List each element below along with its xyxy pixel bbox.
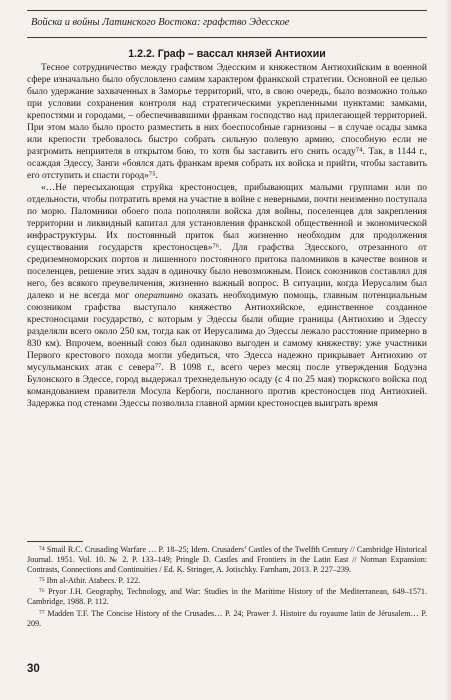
footnote-rule [27, 541, 83, 542]
body-text [27, 62, 427, 540]
running-head: Войска и войны Латинского Востока: графство Эдесское [27, 10, 427, 38]
emphasis-word: оперативно [134, 291, 184, 301]
paragraph: Тесное сотрудничество между графством Эдесским и княжеством Антиохийским в военной сфере изначально было обусловлено самим характером франкской стратегии. Основной ее целью было удержание захваченных в Заморье территорий, что, в свою очередь, было возможно только при условии сохранения контроля над стратегическими укрепленными пунктами: замками, крепостями и городами, – обеспечивавшими франкам господство над прилегающей территорией. При этом мало было просто разместить в них боеспособные гарнизоны – в случае осады замка или крепости требовалось быстро собрать сильную полевую армию, способную если не разгромить неприятеля в открытом бою, то хотя бы заставить его снять осаду⁷⁴. Так, в 1144 г., осаждая Эдессу, Занги «боялся дать франкам время собрать их войска и прийти, чтобы заставить его отступить и спасти город»⁷⁵. [27, 63, 427, 181]
page-number: 30 [27, 663, 40, 675]
scan-edge-shadow [445, 0, 451, 700]
footnote: ⁷⁷ Madden T.F. The Concise History of the Crusades… P. 24; Prawer J. Histoire du royaume latin de Jérusalem… P. 209. [27, 608, 427, 628]
footnotes [27, 545, 427, 659]
footnote: ⁷⁴ Smail R.C. Crusading Warfare … P. 18–25; Idem. Crusaders’ Castles of the Twelfth Century // Cambridge Historical Journal. 1951. Vol. 10. № 2. P. 133–149; Pringle D. Castles and Frontiers in the Latin East // Norman Expansion: Contrasts, Connections and Continuities / Ed. K. Stringer, A. Jotischky. Farnham, 2013. P. 227–239. [27, 545, 427, 575]
footnote: ⁷⁶ Pryor J.H. Geography, Technology, and War: Studies in the Maritime History of the Mediterranean, 649–1571. Cambridge, 1988. P. 112. [27, 587, 427, 607]
paragraph-text: «…Не пересыхающая струйка крестоносцев, прибывающих малыми группами или по отдельности, чтобы потратить время на участие в войне с неверными, почти неизменно поступала по морю. Паломники обоего пола пополняли войска для войны, поселенцев для закрепления территории и ликвидный капитал для установления франкской общественной и экономической инфраструктуры. Их постоянный приток был жизненно необходим для продолжения существования государств крестоносцев»⁷⁶. Для графства Эдесского, отрезанного от средиземноморских портов и лишенного постоянного притока паломников в качестве воинов и поселенцев, решение этих задач в одиночку было невозможным. Поиск союзников составлял для него, без всякого преувеличения, жизненно важный вопрос. В ситуации, когда Иерусалим был далеко и не всегда мог [27, 183, 427, 301]
paragraph-text: оказать необходимую помощь, главным потенциальным союзником графства выступало княжество Антиохийское, единственное созданное крестоносцами государство, с которым у Эдессы были общие границы (Антиохию и Эдессу разделяли всего около 250 км, тогда как от Иерусалима до Эдессы лежало расстояние примерно в 830 км). Впрочем, военный союз был одинаково выгоден и самому княжеству: уже участники Первого крестового похода могли убедиться, что Эдесса надежно прикрывает Антиохию от мусульманских атак с севера⁷⁷. В 1098 г., всего через месяц после утверждения Бодуэна Булонского в Эдессе, город выдержал трехнедельную осаду (с 4 по 25 мая) тюркского войска под командованием правителя Мосула Кербоги, посланного против крестоносцев под Антиохией. Задержка под стенами Эдессы позволила главной армии крестоносцев выиграть время [27, 291, 427, 409]
section-heading: 1.2.2. Граф – вассал князей Антиохии [128, 48, 326, 60]
footnote: ⁷⁵ Ibn al-Athir. Atabecs. P. 122. [39, 576, 141, 586]
paragraph [27, 182, 427, 410]
